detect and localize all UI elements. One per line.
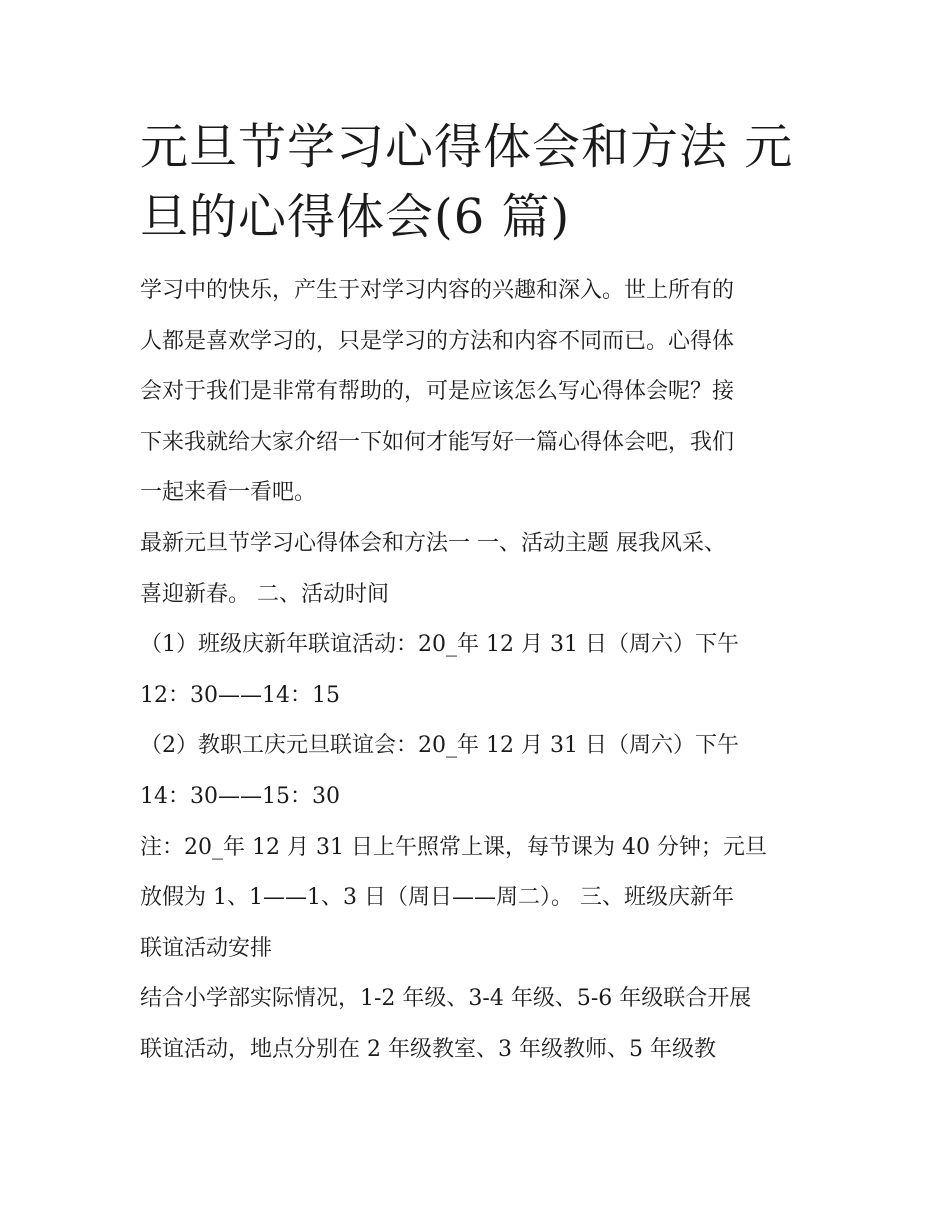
document-content <box>140 112 820 1076</box>
text-line: 联谊活动安排 <box>140 935 273 961</box>
text-line: （1）班级庆新年联谊活动：20_年 12 月 31 日（周六）下午 <box>140 632 739 658</box>
text-line: 学习中的快乐，产生于对学习内容的兴趣和深入。世上所有的 <box>140 278 735 303</box>
paragraph-staff-party-time <box>140 721 820 822</box>
paragraph-arrangement <box>140 974 820 1075</box>
title-line: 旦的心得体会(6 篇) <box>140 189 571 245</box>
text-line: 联谊活动，地点分别在 2 年级教室、3 年级教师、5 年级教 <box>140 1036 716 1062</box>
text-line: 最新元旦节学习心得体会和方法一 一、活动主题 展我风采、 <box>140 530 726 556</box>
text-line: 结合小学部实际情况，1-2 年级、3-4 年级、5-6 年级联合开展 <box>140 986 752 1012</box>
paragraph-note <box>140 823 820 975</box>
text-line: 喜迎新春。 二、活动时间 <box>140 581 389 607</box>
paragraph-intro <box>140 266 820 519</box>
text-line: 放假为 1、1——1、3 日（周日——周二）。 三、班级庆新年 <box>140 885 734 911</box>
text-line: 会对于我们是非常有帮助的，可是应该怎么写心得体会呢？接 <box>140 379 735 405</box>
paragraph-class-party-time <box>140 620 820 721</box>
text-line: 注：20_年 12 月 31 日上午照常上课，每节课为 40 分钟；元旦 <box>140 834 767 860</box>
document-title <box>140 112 820 252</box>
text-line: 下来我就给大家介绍一下如何才能写好一篇心得体会吧，我们 <box>140 429 735 455</box>
title-heading <box>140 112 820 252</box>
text-line: 14：30——15：30 <box>140 783 340 809</box>
text-line: 人都是喜欢学习的，只是学习的方法和内容不同而已。心得体 <box>140 328 735 354</box>
document-body <box>140 266 820 1076</box>
text-line: （2）教职工庆元旦联谊会：20_年 12 月 31 日（周六）下午 <box>140 733 739 759</box>
text-line: 一起来看一看吧。 <box>140 480 317 506</box>
text-line: 12：30——14：15 <box>140 682 340 708</box>
paragraph-theme <box>140 519 820 620</box>
title-line: 元旦节学习心得体会和方法 元 <box>140 119 794 175</box>
